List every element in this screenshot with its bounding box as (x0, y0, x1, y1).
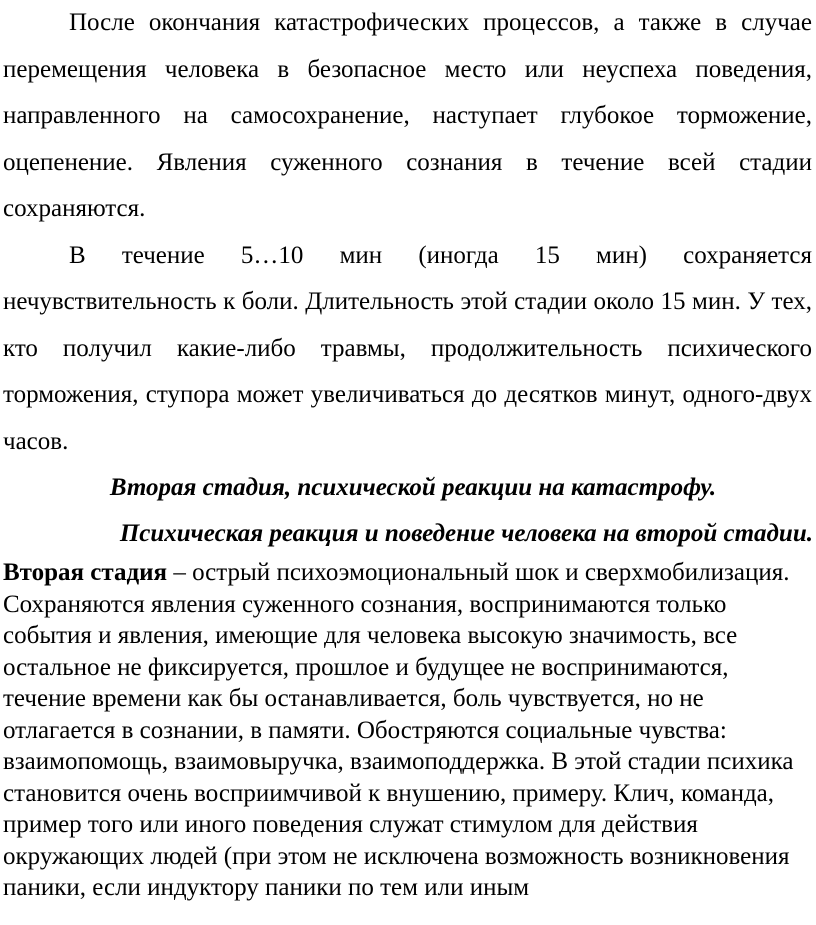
paragraph-second-stage-description (0, 557, 816, 904)
paragraph-stage-end: После окончания катастрофических процессов, а также в случае перемещения человека в безопасное место или неуспеха поведения, направленного на самосохранение, наступает глубокое торможение, оцепенение. Явления суженного сознания в течение всей стадии сохраняются. (3, 9, 812, 222)
section-heading-second-stage: Вторая стадия, психической реакции на катастрофу. (109, 474, 717, 501)
section-subheading-reaction: Психическая реакция и поведение человека на второй стадии. (119, 520, 813, 547)
term-second-stage: Вторая стадия (3, 559, 168, 586)
paragraph-second-stage-body: – острый психоэмоциональный шок и сверхмобилизация. Сохраняются явления суженного сознания, воспринимаются только события и явления, имеющие для человека высокую значимость, все остальное не фиксируется, прошлое и будущее не воспринимаются, течение времени как бы останавливается, боль чувствуется, но не отлагается в сознании, в памяти. Обостряются социальные чувства: взаимопомощь, взаимовыручка, взаимоподдержка. В этой стадии психика становится очень восприимчивой к внушению, примеру. Клич, команда, пример того или иного поведения служат стимулом для действия окружающих людей (при этом не исключена возможность возникновения паники, если индуктору паники по тем или иным (3, 559, 794, 901)
paragraph-pain-insensitivity: В течение 5…10 мин (иногда 15 мин) сохраняется нечувствительность к боли. Длительность этой стадии около 15 мин. У тех, кто получил какие-либо травмы, продолжительность психического торможения, ступора может увеличиваться до десятков минут, одного-двух часов. (3, 241, 812, 455)
